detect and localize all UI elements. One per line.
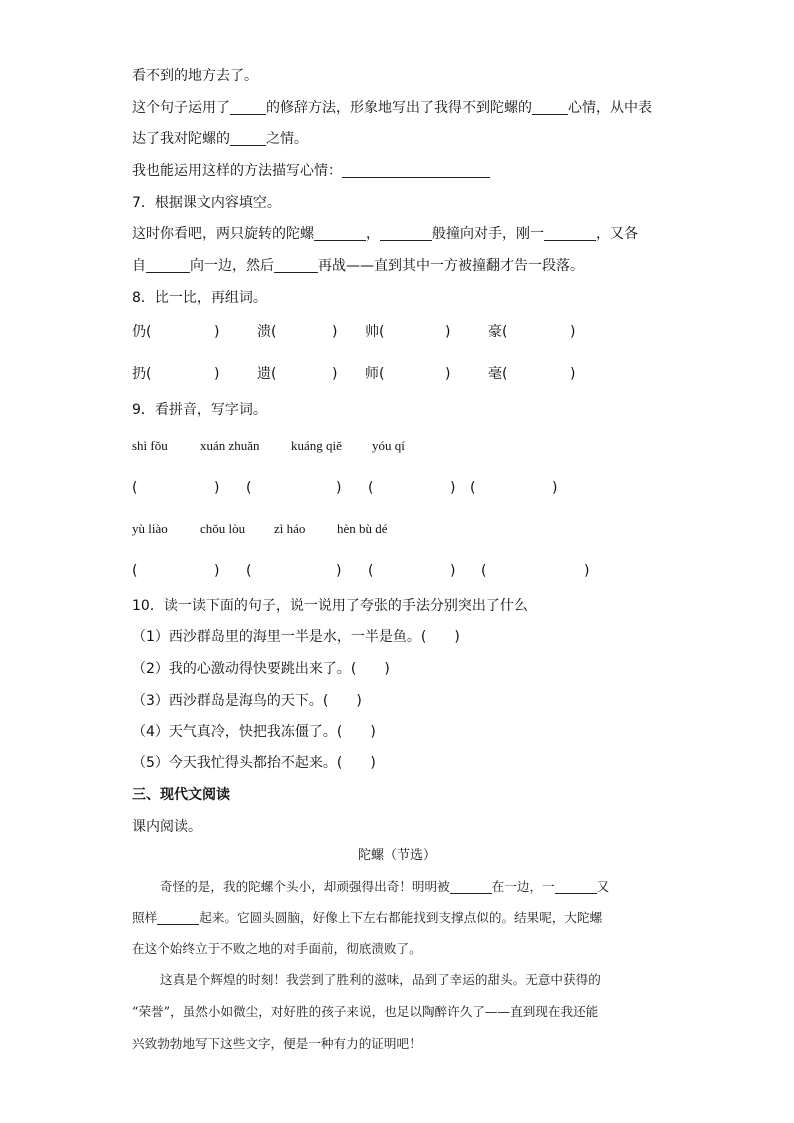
passage-line: 兴致勃勃地写下这些文字，便是一种有力的证明吧！ [132,1036,422,1051]
q7-line-2: 自 向一边，然后 再战——直到其中一方被撞翻才告一段落。 [132,258,584,274]
q9-answer-box-open[interactable]: ( [481,563,487,579]
q8-word-box[interactable]: 豪( [488,324,508,340]
q8-close-paren: ) [570,324,576,340]
answer-blank[interactable] [532,99,568,115]
q8-close-paren: ) [214,366,220,382]
q8-word-box[interactable]: 帅( [365,324,385,340]
answer-blank[interactable] [555,879,597,894]
q9-answer-box-close: ) [552,480,558,496]
q8-close-paren: ) [445,324,451,340]
q9-answer-box-open[interactable]: ( [246,563,252,579]
q9-answer-box-open[interactable]: ( [246,480,252,496]
answer-blank[interactable] [274,257,318,273]
q6-line-4: 我也能运用这样的方法描写心情： [132,161,490,181]
answer-blank[interactable] [146,257,190,273]
q8-word-box[interactable]: 仍( [132,324,152,340]
q7-heading: 7．根据课文内容填空。 [132,195,281,211]
q8-word-box[interactable]: 毫( [488,366,508,382]
q10-item-4[interactable]: （4）天气真冷，快把我冻僵了。( ) [132,724,376,740]
q10-item-1[interactable]: （1）西沙群岛里的海里一半是水，一半是鱼。( ) [132,629,460,645]
q8-close-paren: ) [332,324,338,340]
q9-answer-box-close: ) [214,480,220,496]
answer-blank[interactable] [314,225,366,241]
q8-word-box[interactable]: 扔( [132,366,152,382]
answer-blank[interactable] [157,910,199,925]
pinyin: yù liào [132,521,168,536]
q10-item-5[interactable]: （5）今天我忙得头都抬不起来。( ) [132,755,376,771]
q10-item-3[interactable]: （3）西沙群岛是海鸟的天下。( ) [132,693,362,709]
passage-line: 在这个始终立于不败之地的对手面前，彻底溃败了。 [132,941,422,956]
q9-answer-box-close: ) [336,563,342,579]
section-heading: 三、现代文阅读 [132,787,230,803]
q9-answer-box-open[interactable]: ( [470,480,476,496]
pinyin: yóu qí [372,438,405,453]
q9-answer-box-open[interactable]: ( [368,563,374,579]
q7-line-1: 这时你看吧，两只旋转的陀螺 ， 般撞向对手，刚一 ，又各 [132,226,638,242]
q9-answer-box-open[interactable]: ( [132,480,138,496]
q9-answer-box-open[interactable]: ( [132,563,138,579]
answer-blank[interactable] [450,879,492,894]
q9-answer-box-close: ) [214,563,220,579]
pinyin: xuán zhuǎn [200,438,260,453]
q6-line-2: 这个句子运用了 的修辞方法，形象地写出了我得不到陀螺的 心情，从中表 [132,100,652,116]
q10-item-2[interactable]: （2）我的心激动得快要跳出来了。( ) [132,661,390,677]
q9-answer-box-open[interactable]: ( [368,480,374,496]
passage-line: “荣誉”，虽然小如微尘，对好胜的孩子来说，也足以陶醉许久了——直到现在我还能 [132,1004,599,1019]
pinyin: chǒu lòu [200,521,246,536]
q9-answer-box-close: ) [584,563,590,579]
q8-word-box[interactable]: 遗( [257,366,277,382]
answer-blank[interactable] [380,225,432,241]
q9-answer-box-close: ) [450,563,456,579]
q9-heading: 9．看拼音，写字词。 [132,402,267,418]
pinyin: kuáng qiě [291,438,342,453]
passage-line: 奇怪的是，我的陀螺个头小，却顽强得出奇！明明被 在一边，一 又 [160,879,610,894]
q8-close-paren: ) [332,366,338,382]
q8-close-paren: ) [445,366,451,382]
q8-close-paren: ) [214,324,220,340]
q8-word-box[interactable]: 溃( [257,324,277,340]
pinyin: hèn bù dé [337,521,388,536]
answer-blank[interactable] [230,130,266,146]
q8-close-paren: ) [570,366,576,382]
passage-title: 陀螺（节选） [357,848,436,863]
q9-answer-box-close: ) [450,480,456,496]
answer-blank[interactable] [230,99,266,115]
answer-blank[interactable] [544,225,596,241]
q8-heading: 8．比一比，再组词。 [132,290,267,306]
pinyin: shì fǒu [132,438,168,453]
section-intro: 课内阅读。 [132,819,202,835]
q8-word-box[interactable]: 师( [365,366,385,382]
q9-answer-box-close: ) [336,480,342,496]
pinyin: zì háo [274,521,306,536]
answer-blank[interactable] [342,162,490,178]
passage-line: 这真是个辉煌的时刻！我尝到了胜利的滋味，品到了幸运的甜头。无意中获得的 [160,972,601,987]
passage-line: 照样 起来。它圆头圆脑，好像上下左右都能找到支撑点似的。结果呢，大陀螺 [132,910,603,925]
q10-heading: 10．读一读下面的句子，说一说用了夸张的手法分别突出了什么 [132,598,528,614]
q6-line-3: 达了我对陀螺的 之情。 [132,131,308,147]
q6-line-1: 看不到的地方去了。 [132,68,258,84]
